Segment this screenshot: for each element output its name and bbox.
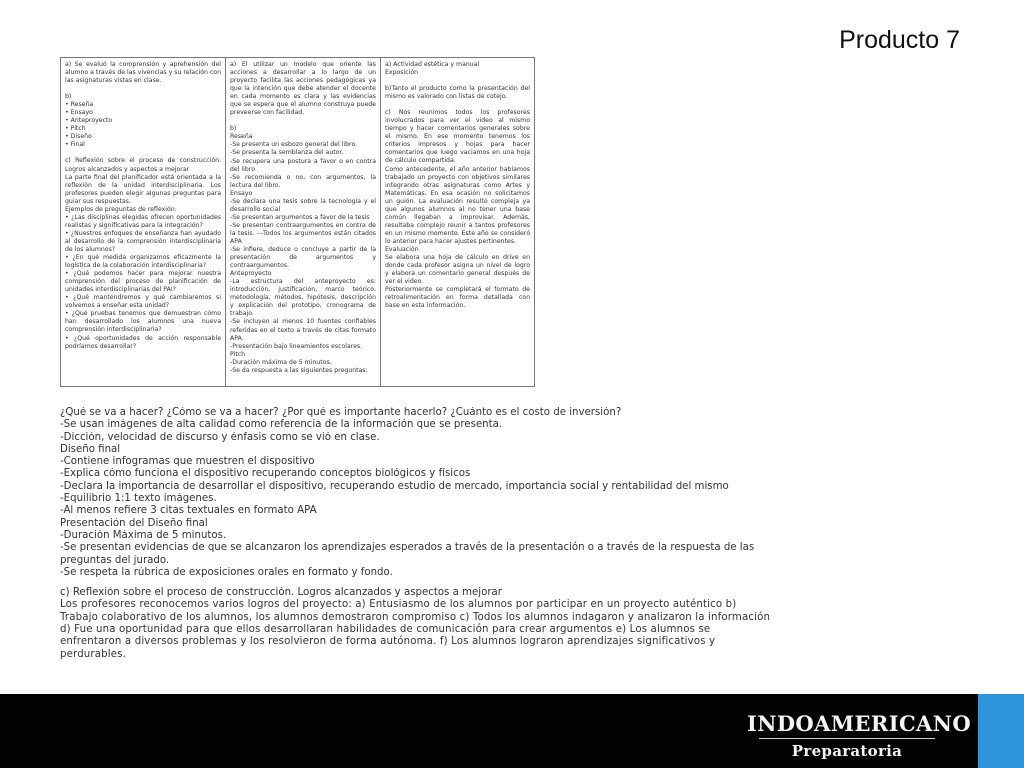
table-line: Exposición	[385, 69, 419, 77]
table-line: Ensayo	[230, 189, 253, 197]
table-line: Pitch	[230, 350, 246, 358]
body-line: ¿Qué se va a hacer? ¿Cómo se va a hacer? ¿Por qué es importante hacerlo? ¿Cuánto es el costo de inversión?	[60, 407, 622, 418]
table-line: • Pitch	[65, 125, 86, 133]
table-line: • ¿Nuestros enfoques de enseñanza han ayudado al desarrollo de la comprensión interdisciplinaria de los alumnos?	[65, 229, 221, 253]
body-line: -Al menos refiere 3 citas textuales en formato APA	[60, 505, 317, 517]
brand-divider	[759, 738, 935, 739]
table-line: -La estructura del anteproyecto es: introducción, justificación, marco teórico, metodología, métodos, hipótesis, descripción y explicación del prototipo, cronograma de trabajo.	[230, 278, 376, 318]
table-line: La parte final del planificador está orientada a la reflexión de la unidad interdisciplinaria. Los profesores pueden elegir algunas preguntas para guiar sus respuestas.	[65, 173, 221, 205]
table-line: • ¿Qué pruebas tenemos que demuestran cómo han desarrollado los alumnos una nueva comprensión interdisciplinaria?	[65, 310, 221, 334]
table-line: • ¿Qué mantendremos y qué cambiaremos si volvemos a enseñar esta unidad?	[65, 294, 221, 310]
table-line: Se elabora una hoja de cálculo en drive en donde cada profesor asigna un nivel de logro y elabora un comentario general después de ver el video.	[385, 254, 530, 286]
spacer	[60, 579, 772, 587]
body-line: Presentación del Diseño final	[60, 517, 208, 529]
table-line: • Anteproyecto	[65, 117, 113, 125]
body-line: -Declara la importancia de desarrollar el dispositivo, recuperando estudio de mercado, importancia social y rentabilidad del mismo	[60, 480, 729, 492]
conclusion-text: Los profesores reconocemos varios logros del proyecto: a) Entusiasmo de los alumnos por participar en un proyecto auténtico b) Trabajo colaborativo de los alumnos, los alumnos demostraron compromiso c) Todos los alumnos indagaron y analizaron la información d) Fue una oportunidad para que ellos desarrollaran habilidades de comunicación para crear argumentos e) Los alumnos se enfrentaron a diversos problemas y los resolvieron de forma autónoma. f) Los alumnos lograron aprendizajes significativos y perdurables.	[60, 599, 771, 660]
brand-name: INDOAMERICANO	[747, 711, 972, 736]
table-line: • ¿Qué oportunidades de acción responsable podríamos desarrollar?	[65, 334, 221, 350]
table-line: -Se da respuesta a las siguientes preguntas:	[230, 366, 368, 374]
table-line: -Se presentan contraargumentos en contra de la tesis. ---Todos los argumentos están citados APA	[230, 221, 376, 245]
table-line: -Se presentan argumentos a favor de la tesis	[230, 213, 370, 221]
table-column-right	[381, 58, 535, 387]
body-line: -Se usan imágenes de alta calidad como referencia de la información que se presenta.	[60, 419, 503, 431]
table-line: • Final	[65, 141, 85, 149]
table-row	[61, 58, 535, 387]
table-column-middle	[226, 58, 381, 387]
body-line: -Dicción, velocidad de discurso y énfasis como se vió en clase.	[60, 431, 380, 443]
table-line	[385, 101, 530, 109]
table-line: -Se recomienda o no, con argumentos, la lectura del libro.	[230, 173, 376, 189]
body-line: -Se respeta la rúbrica de exposiciones orales en formato y fondo.	[60, 566, 393, 578]
body-line: -Equilibrio 1:1 texto imágenes.	[60, 493, 217, 505]
table-column-left	[61, 58, 226, 387]
table-line: a) Se evaluó la comprensión y aprehensión del alumno a través de las vivencias y su relación con las asignaturas vistas en clase.	[65, 61, 221, 85]
table-line: -Se presenta un esbozo general del libro.	[230, 141, 358, 149]
table-line	[65, 85, 221, 93]
table-line: -Se infiere, deduce o concluye a partir de la presentación de argumentos y contraargumentos.	[230, 246, 376, 270]
table-line: Anteproyecto	[230, 270, 272, 278]
table-line: -Duración máxima de 5 minutos.	[230, 358, 332, 366]
table-line: Como antecedente, el año anterior habíamos trabajado un proyecto con objetivos similares integrando otras asignaturas como Artes y Matemáticas. En esa ocasión no solicitamos un guión. La evaluación resultó compleja ya que algunos alumnos al no tener una base común llegaban a improvisar. Además, resultaba complejo reunir a tantos profesores en un mismo momento. Este año se consideró lo anterior para hacer ajustes pertinentes.	[385, 165, 530, 245]
table-line: • ¿En qué medida organizamos eficazmente la logística de la colaboración interdisciplinaria?	[65, 254, 221, 270]
body-line: Diseño final	[60, 443, 121, 455]
body-text	[60, 407, 772, 661]
table-line: -Se incluyen al menos 10 fuentes confiables referidas en el texto a través de citas formato APA.	[230, 318, 376, 342]
table-line: b)	[230, 125, 237, 133]
table-line: Reseña	[230, 133, 253, 141]
table-line: • Ensayo	[65, 109, 93, 117]
table-line: • Reseña	[65, 101, 94, 109]
table-line: Evaluación	[385, 245, 419, 253]
brand-logo	[747, 711, 972, 760]
table-line: Ejemplos de preguntas de reflexión:	[65, 205, 177, 213]
table-line: -Se declara una tesis sobre la tecnología y el desarrollo social	[230, 197, 376, 213]
table-line: a) El utilizar un modelo que oriente las acciones a desarrollar a lo largo de un proyecto facilita las acciones pedagógicas ya que la intención que debe atender el docente en cada momento es clara y las evidencias que se espera que el alumno construya puede preveerse con facilidad.	[230, 61, 376, 117]
table-line: -Se presenta la semblanza del autor.	[230, 149, 344, 157]
body-line: -Duración Máxima de 5 minutos.	[60, 529, 227, 541]
body-line: -Explica cómo funciona el dispositivo recuperando conceptos biológicos y físicos	[60, 468, 471, 480]
table-line: c) Nos reunimos todos los profesores involucrados para ver el video al mismo tiempo y hacer comentarios generales sobre el mismo. En ese momento tenemos los criterios impresos y hojas para hacer comentarios que luego vaciamos en una hoja de cálculo compartida.	[385, 109, 530, 165]
table-line: • Diseño	[65, 133, 92, 141]
brand-subtitle: Preparatoria	[791, 742, 903, 760]
table-line: b)Tanto el producto como la presentación del mismo es valorado con listas de cotejo.	[385, 85, 530, 101]
table-line: -Se recupera una postura a favor o en contra del libro	[230, 157, 376, 173]
body-line: -Contiene infogramas que muestren el dispositivo	[60, 456, 315, 468]
table-line: • ¿Las disciplinas elegidas ofrecen oportunidades realistas y significativas para la integración?	[65, 213, 221, 229]
table-line	[230, 117, 376, 125]
table-line: c) Reflexión sobre el proceso de construcción. Logros alcanzados y aspectos a mejorar	[65, 157, 221, 173]
table-line: b)	[65, 93, 72, 101]
table-line: Posteriormente se completará el formato de retroalimentación en forma detallada con base en esta información.	[385, 286, 530, 310]
body-line: -Se presentan evidencias de que se alcanzaron los aprendizajes esperados a través de la presentación o a través de la respuesta de las preguntas del jurado.	[60, 542, 755, 566]
evaluation-table	[60, 57, 535, 387]
footer-accent	[978, 694, 1024, 768]
slide-title: Producto 7	[839, 26, 960, 54]
table-line	[385, 77, 530, 85]
table-line: • ¿Qué podemos hacer para mejorar nuestra comprensión del proceso de planificación de unidades interdisciplinarias del PAI?	[65, 270, 221, 294]
table-line: -Presentación bajo lineamientos escolares.	[230, 342, 363, 350]
table-line: a) Actividad estética y manual	[385, 61, 480, 68]
conclusion-title: c) Reflexión sobre el proceso de construcción. Logros alcanzados y aspectos a mejorar	[60, 587, 502, 599]
